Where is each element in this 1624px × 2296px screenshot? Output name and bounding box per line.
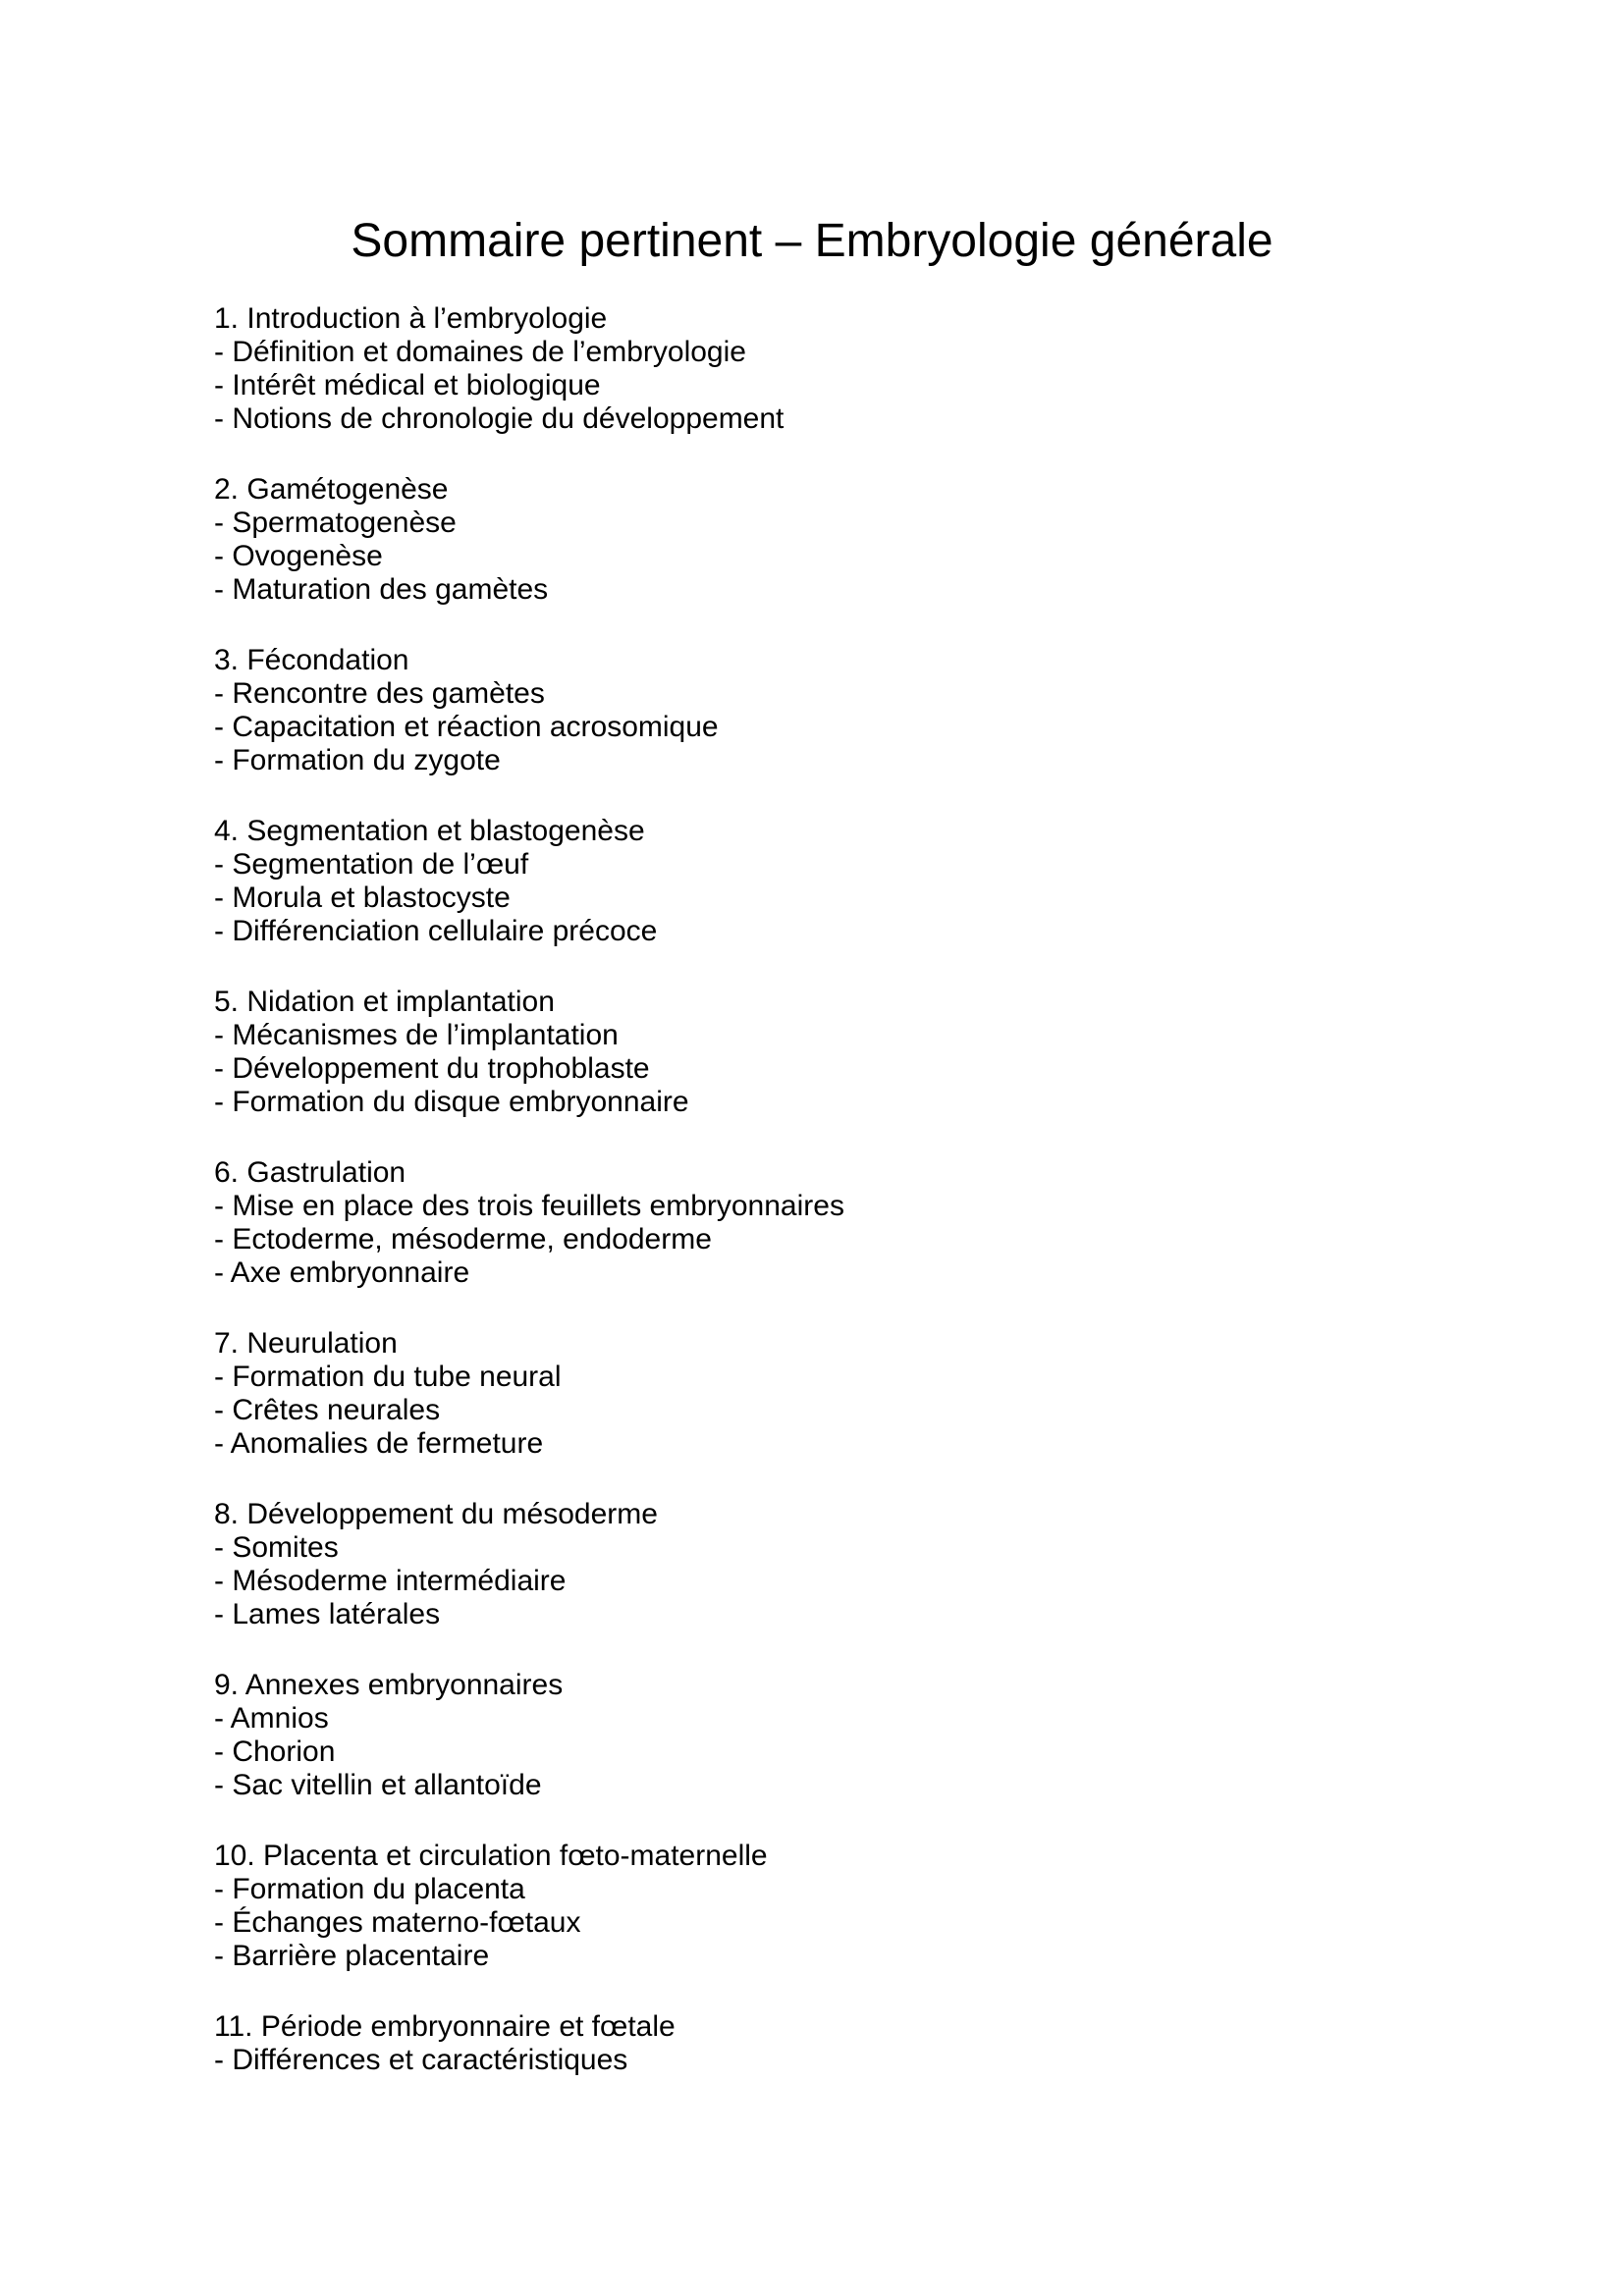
section-item: - Axe embryonnaire: [214, 1256, 470, 1289]
section-item: - Spermatogenèse: [214, 507, 457, 539]
section-heading: 10. Placenta et circulation fœto-maternelle: [214, 1840, 768, 1872]
toc-section: [214, 815, 1392, 948]
section-item: - Formation du tube neural: [214, 1361, 562, 1393]
section-item: - Barrière placentaire: [214, 1940, 490, 1972]
section-item: - Somites: [214, 1531, 339, 1564]
section-heading: 5. Nidation et implantation: [214, 986, 555, 1018]
section-item: - Ectoderme, mésoderme, endoderme: [214, 1223, 712, 1255]
section-item: - Crêtes neurales: [214, 1394, 441, 1426]
toc-section: [214, 644, 1392, 777]
section-item: - Définition et domaines de l’embryologie: [214, 336, 746, 368]
toc-section: [214, 1840, 1392, 1973]
section-item: - Lames latérales: [214, 1598, 441, 1630]
table-of-contents: [214, 302, 1392, 2114]
section-item: - Formation du zygote: [214, 744, 501, 776]
section-item: - Échanges materno-fœtaux: [214, 1906, 581, 1939]
section-heading: 3. Fécondation: [214, 644, 409, 676]
section-item: - Morula et blastocyste: [214, 881, 511, 914]
toc-section: [214, 1156, 1392, 1290]
page-title: Sommaire pertinent – Embryologie générale: [351, 215, 1273, 267]
section-item: - Maturation des gamètes: [214, 573, 549, 606]
section-heading: 2. Gamétogenèse: [214, 473, 449, 506]
section-item: - Segmentation de l’œuf: [214, 848, 529, 881]
section-heading: 1. Introduction à l’embryologie: [214, 302, 608, 335]
section-item: - Mécanismes de l’implantation: [214, 1019, 619, 1051]
toc-section: [214, 1669, 1392, 1802]
toc-section: [214, 302, 1392, 436]
toc-section: [214, 1327, 1392, 1461]
section-item: - Sac vitellin et allantoïde: [214, 1769, 542, 1801]
section-heading: 4. Segmentation et blastogenèse: [214, 815, 645, 847]
section-item: - Formation du placenta: [214, 1873, 525, 1905]
toc-section: [214, 2010, 1392, 2077]
toc-section: [214, 1498, 1392, 1631]
section-item: - Anomalies de fermeture: [214, 1427, 544, 1460]
section-item: - Mise en place des trois feuillets embryonnaires: [214, 1190, 844, 1222]
section-item: - Différences et caractéristiques: [214, 2044, 628, 2076]
section-item: - Chorion: [214, 1735, 336, 1768]
section-item: - Rencontre des gamètes: [214, 677, 545, 710]
section-heading: 7. Neurulation: [214, 1327, 398, 1360]
section-heading: 8. Développement du mésoderme: [214, 1498, 658, 1530]
section-item: - Notions de chronologie du développement: [214, 402, 785, 435]
section-item: - Différenciation cellulaire précoce: [214, 915, 658, 947]
section-item: - Mésoderme intermédiaire: [214, 1565, 567, 1597]
toc-section: [214, 473, 1392, 607]
section-item: - Formation du disque embryonnaire: [214, 1086, 689, 1118]
section-item: - Intérêt médical et biologique: [214, 369, 601, 401]
section-item: - Capacitation et réaction acrosomique: [214, 711, 719, 743]
toc-section: [214, 986, 1392, 1119]
section-item: - Ovogenèse: [214, 540, 383, 572]
section-heading: 9. Annexes embryonnaires: [214, 1669, 564, 1701]
section-item: - Développement du trophoblaste: [214, 1052, 650, 1085]
section-heading: 6. Gastrulation: [214, 1156, 406, 1189]
section-item: - Amnios: [214, 1702, 329, 1735]
section-heading: 11. Période embryonnaire et fœtale: [214, 2010, 676, 2043]
